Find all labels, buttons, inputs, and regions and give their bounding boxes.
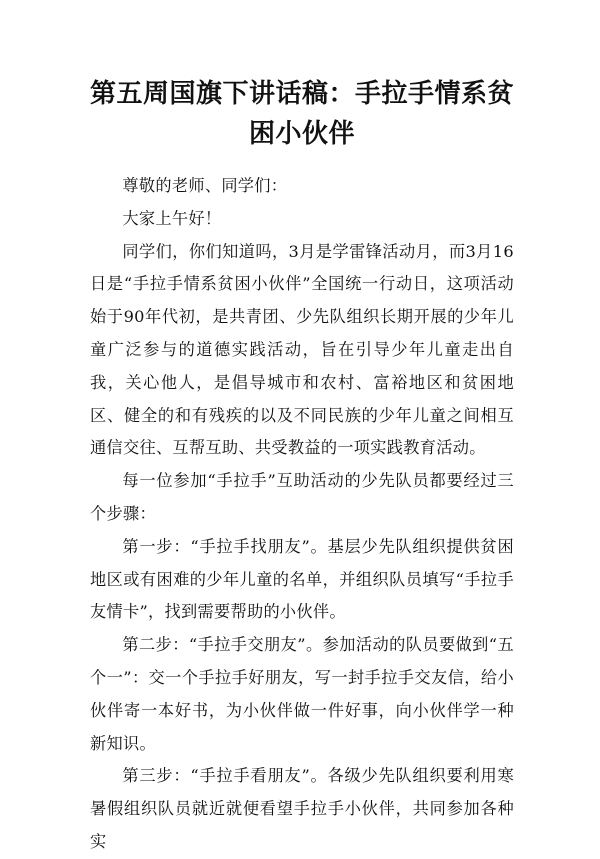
paragraph-step-three: 第三步：“手拉手看朋友”。各级少先队组织要利用寒暑假组织队员就近就便看望手拉手小伙伴，共同参加各种实 <box>90 766 514 851</box>
paragraph-step-one: 第一步：“手拉手找朋友”。基层少先队组织提供贫困地区或有困难的少年儿童的名单，并组织队员填写“手拉手友情卡”，找到需要帮助的小伙伴。 <box>90 536 514 622</box>
document-body <box>90 170 514 859</box>
paragraph-greeting: 大家上午好！ <box>122 208 222 228</box>
paragraph-steps-intro: 每一位参加“手拉手”互助活动的少先队员都要经过三个步骤： <box>90 471 514 523</box>
paragraph-salutation: 尊敬的老师、同学们： <box>122 176 288 195</box>
document-title: 第五周国旗下讲话稿：手拉手情系贫困小伙伴 <box>90 79 515 149</box>
paragraph-intro: 同学们，你们知道吗，3月是学雷锋活动月，而3月16日是“手拉手情系贫困小伙伴”全国统一行动日，这项活动始于90年代初，是共青团、少先队组织长期开展的少年儿童广泛参与的道德实践活动，旨在引导少年儿童走出自我，关心他人，是倡导城市和农村、富裕地区和贫困地区、健全的和有残疾的以及不同民族的少年儿童之间相互通信交往、互帮互助、共受教益的一项实践教育活动。 <box>90 241 514 458</box>
paragraph-step-two: 第二步：“手拉手交朋友”。参加活动的队员要做到“五个一”：交一个手拉手好朋友，写一封手拉手交友信，给小伙伴寄一本好书，为小伙伴做一件好事，向小伙伴学一种新知识。 <box>90 635 514 753</box>
